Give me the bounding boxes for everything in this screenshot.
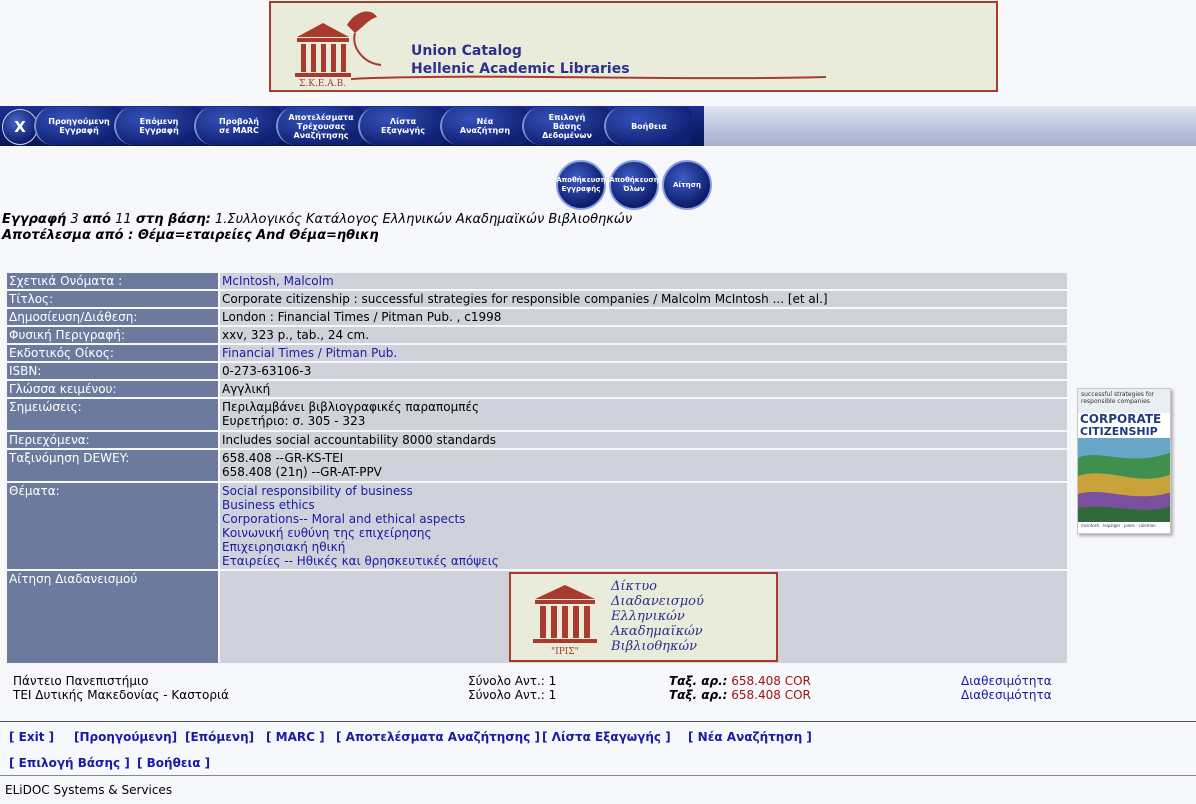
nav-bar bbox=[0, 106, 1196, 146]
iris-tag: "ΙΡΙΣ" bbox=[551, 647, 579, 657]
cover-authors: mcintosh · leipziger · jones · coleman bbox=[1081, 523, 1156, 528]
table-row bbox=[7, 363, 1067, 379]
search-results-button[interactable]: Αποτελέσματα Τρέχουσας Αναζήτησης bbox=[276, 107, 364, 145]
iris-line: Βιβλιοθηκών bbox=[611, 639, 697, 654]
footer-divider bbox=[0, 721, 1196, 722]
table-row bbox=[7, 273, 1067, 289]
subject-link[interactable]: Social responsibility of business bbox=[222, 484, 413, 498]
holding-copies: Σύνολο Αντ.: 1 bbox=[468, 688, 557, 702]
holding-copies: Σύνολο Αντ.: 1 bbox=[468, 674, 557, 688]
title-label: Τίτλος: bbox=[7, 291, 218, 307]
result-query-line: Αποτέλεσμα από : Θέμα=εταιρείες And Θέμα=ηθικη bbox=[2, 228, 379, 243]
iris-line: Διαδανεισμού bbox=[611, 594, 704, 609]
availability-link[interactable]: Διαθεσιμότητα bbox=[961, 688, 1052, 702]
call-label: Ταξ. αρ.: bbox=[669, 688, 728, 702]
skeab-logo-text: Σ.Κ.Ε.Α.Β. bbox=[299, 79, 347, 87]
publication-label: Δημοσίευση/Διάθεση: bbox=[7, 309, 218, 325]
subject-link[interactable]: Κοινωνική ευθύνη της επιχείρησης bbox=[222, 526, 432, 540]
dewey-item: 658.408 (21η) --GR-AT-PPV bbox=[222, 465, 382, 479]
table-row bbox=[7, 399, 1067, 430]
book-cover-image bbox=[1077, 388, 1171, 534]
publisher-label: Εκδοτικός Οίκος: bbox=[7, 345, 218, 361]
save-record-button[interactable]: Αποθήκευση Εγγραφής bbox=[556, 160, 606, 210]
iris-line: Δίκτυο bbox=[611, 579, 657, 594]
title-value: Corporate citizenship : successful strategies for responsible companies / Malcolm McIntosh ... [et al.] bbox=[220, 291, 1067, 307]
table-row bbox=[7, 450, 1067, 481]
table-row bbox=[7, 483, 1067, 569]
subject-link[interactable]: Επιχειρησιακή ηθική bbox=[222, 540, 346, 554]
table-row bbox=[7, 345, 1067, 361]
footer-help-link[interactable]: [ Βοήθεια ] bbox=[137, 756, 211, 770]
new-search-button[interactable]: Νέα Αναζήτηση bbox=[440, 107, 528, 145]
dewey-label: Ταξινόμηση DEWEY: bbox=[7, 450, 218, 481]
dewey-item: 658.408 --GR-KS-TEI bbox=[222, 451, 344, 465]
publisher-link[interactable]: Financial Times / Pitman Pub. bbox=[222, 346, 398, 360]
footer-prev-link[interactable]: [Προηγούμενη] bbox=[74, 730, 178, 744]
footer-new-search-link[interactable]: [ Νέα Αναζήτηση ] bbox=[688, 730, 812, 744]
footer-results-link[interactable]: [ Αποτελέσματα Αναζήτησης ] bbox=[336, 730, 540, 744]
notes-label: Σημειώσεις: bbox=[7, 399, 218, 430]
table-row bbox=[7, 309, 1067, 325]
record-table bbox=[5, 271, 1069, 665]
contents-value: Includes social accountability 8000 standards bbox=[220, 432, 1067, 448]
subject-link[interactable]: Corporations-- Moral and ethical aspects bbox=[222, 512, 466, 526]
banner-title-line2: Hellenic Academic Libraries bbox=[411, 61, 630, 77]
holding-library: ΤΕΙ Δυτικής Μακεδονίας - Καστοριά bbox=[13, 688, 229, 702]
table-row bbox=[7, 381, 1067, 397]
language-label: Γλώσσα κειμένου: bbox=[7, 381, 218, 397]
cover-landscape-icon bbox=[1078, 438, 1171, 522]
holding-library: Πάντειο Πανεπιστήμιο bbox=[13, 674, 149, 688]
note-item: Περιλαμβάνει βιβλιογραφικές παραπομπές bbox=[222, 400, 479, 414]
export-list-button[interactable]: Λίστα Εξαγωγής bbox=[358, 107, 446, 145]
call-number: 658.408 COR bbox=[731, 674, 811, 688]
call-label: Ταξ. αρ.: bbox=[669, 674, 728, 688]
copyright-text: ELiDOC Systems & Services bbox=[5, 783, 173, 797]
iris-line: Ακαδημαϊκών bbox=[611, 624, 703, 639]
record-in-db: στη βάση: bbox=[135, 212, 211, 227]
footer-marc-link[interactable]: [ MARC ] bbox=[266, 730, 325, 744]
exit-button[interactable]: X bbox=[2, 109, 38, 145]
banner-title-line1: Union Catalog bbox=[411, 43, 522, 59]
prev-record-button[interactable]: Προηγούμενη Εγγραφή bbox=[34, 107, 122, 145]
iris-temple-icon bbox=[521, 575, 611, 661]
table-row bbox=[7, 432, 1067, 448]
next-record-button[interactable]: Επόμενη Εγγραφή bbox=[114, 107, 202, 145]
footer-export-link[interactable]: [ Λίστα Εξαγωγής ] bbox=[542, 730, 671, 744]
catalog-banner bbox=[269, 1, 998, 92]
footer-next-link[interactable]: [Επόμενη] bbox=[185, 730, 255, 744]
iris-line: Ελληνικών bbox=[611, 609, 685, 624]
physical-value: xxv, 323 p., tab., 24 cm. bbox=[220, 327, 1067, 343]
select-database-button[interactable]: Επιλογή Βάσης Δεδομένων bbox=[522, 107, 610, 145]
footer-db-select-link[interactable]: [ Επιλογή Βάσης ] bbox=[9, 756, 130, 770]
subject-link[interactable]: Εταιρείες -- Ηθικές και θρησκευτικές απόψεις bbox=[222, 554, 499, 568]
language-value: Αγγλική bbox=[220, 381, 1067, 397]
table-row bbox=[7, 291, 1067, 307]
interlibrary-loan-label: Αίτηση Διαδανεισμού bbox=[7, 571, 218, 663]
holding-call bbox=[669, 688, 811, 702]
contents-label: Περιεχόμενα: bbox=[7, 432, 218, 448]
isbn-label: ISBN: bbox=[7, 363, 218, 379]
help-button[interactable]: Βοήθεια bbox=[604, 107, 692, 145]
call-number: 658.408 COR bbox=[731, 688, 811, 702]
footer-exit-link[interactable]: [ Exit ] bbox=[9, 730, 55, 744]
record-prefix: Εγγραφή bbox=[2, 212, 67, 227]
database-name: 1.Συλλογικός Κατάλογος Ελληνικών Ακαδημαϊκών Βιβλιοθηκών bbox=[214, 212, 633, 227]
record-of: από bbox=[82, 212, 111, 227]
save-all-button[interactable]: Αποθήκευση Όλων bbox=[609, 160, 659, 210]
table-row bbox=[7, 571, 1067, 663]
record-total: 11 bbox=[115, 212, 132, 227]
physical-label: Φυσική Περιγραφή: bbox=[7, 327, 218, 343]
table-row bbox=[7, 327, 1067, 343]
isbn-value: 0-273-63106-3 bbox=[220, 363, 1067, 379]
footer-divider bbox=[0, 775, 1196, 776]
names-label: Σχετικά Ονόματα : bbox=[7, 273, 218, 289]
availability-link[interactable]: Διαθεσιμότητα bbox=[961, 674, 1052, 688]
record-number: 3 bbox=[70, 212, 79, 227]
publication-value: London : Financial Times / Pitman Pub. , c1998 bbox=[220, 309, 1067, 325]
record-position-line bbox=[2, 212, 632, 227]
iris-loan-button[interactable] bbox=[509, 572, 778, 662]
subjects-label: Θέματα: bbox=[7, 483, 218, 569]
cover-subtitle: successful strategies for responsible companies bbox=[1078, 389, 1170, 413]
holding-call bbox=[669, 674, 811, 688]
request-button[interactable]: Αίτηση bbox=[662, 160, 712, 210]
cover-title-1: CORPORATE bbox=[1080, 412, 1162, 426]
author-link[interactable]: McIntosh, Malcolm bbox=[222, 274, 334, 288]
marc-view-button[interactable]: Προβολή σε MARC bbox=[194, 107, 282, 145]
cover-title-2: CITIZENSHIP bbox=[1080, 425, 1158, 438]
note-item: Ευρετήριο: σ. 305 - 323 bbox=[222, 414, 366, 428]
subject-link[interactable]: Business ethics bbox=[222, 498, 315, 512]
